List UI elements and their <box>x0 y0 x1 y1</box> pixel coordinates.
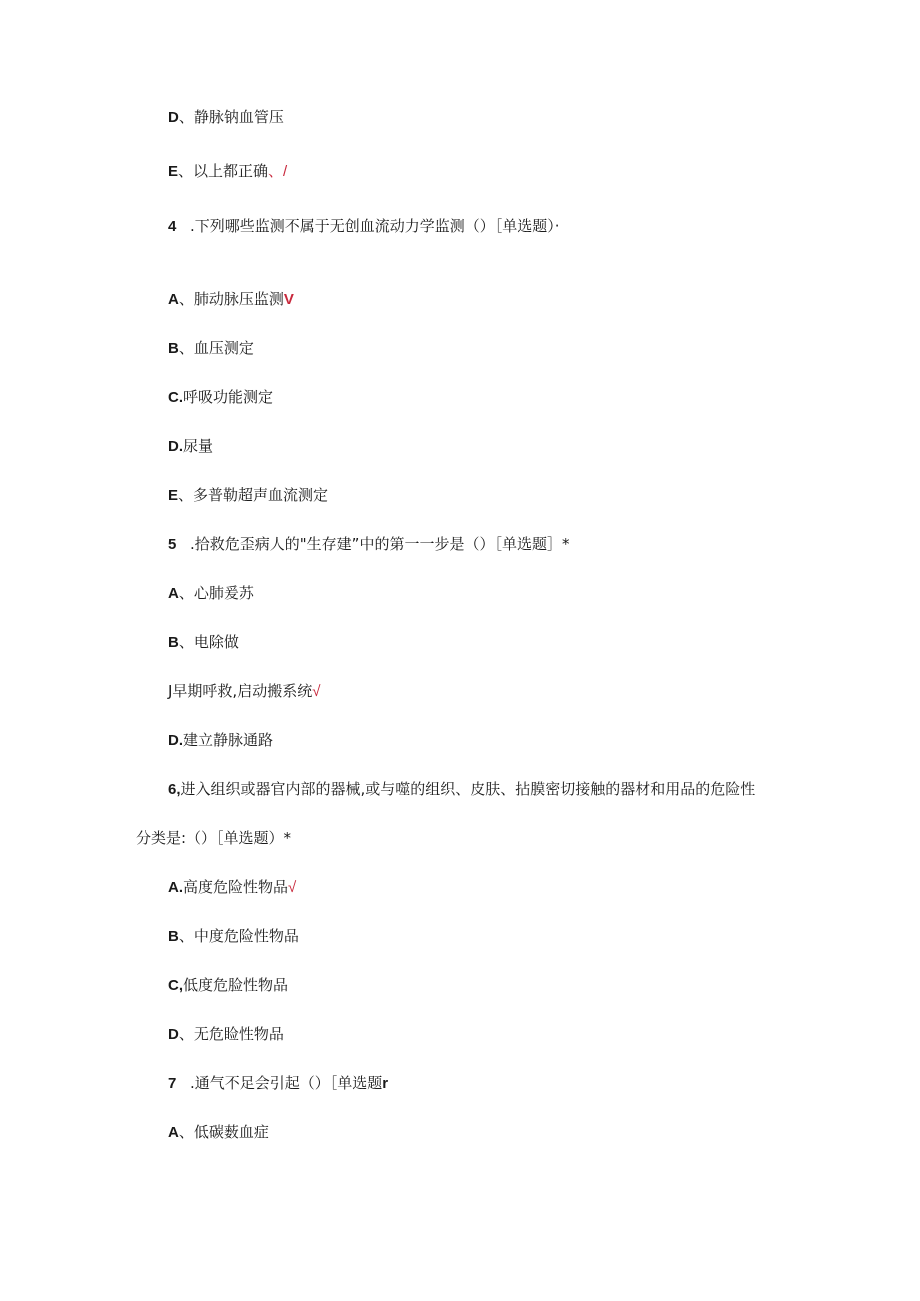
option-text: 低度危脸性物品 <box>183 976 289 994</box>
option-text: 、无危睑性物品 <box>178 1025 284 1043</box>
question-5 <box>168 534 569 555</box>
answer-mark: 、/ <box>268 163 288 180</box>
option-6b <box>168 926 299 947</box>
option-text: 、多普勒超声血流测定 <box>178 486 329 504</box>
option-letter: D. <box>168 438 183 455</box>
option-text: 高度危险性物品 <box>183 878 289 896</box>
question-text: 分类是:（）［单选题）* <box>136 829 292 847</box>
option-text: 、以上都正确 <box>178 162 269 180</box>
option-text: 、静脉钠血管压 <box>178 108 284 126</box>
option-text: 、低碳薮血症 <box>178 1123 269 1141</box>
option-text: 、心肺爰苏 <box>178 584 254 602</box>
option-letter: A <box>168 585 179 602</box>
answer-mark: √ <box>312 683 321 700</box>
option-6a <box>168 877 296 898</box>
option-5c <box>168 681 320 702</box>
answer-mark: V <box>283 291 294 308</box>
answer-mark: √ <box>288 879 297 896</box>
question-number: 6, <box>168 781 181 798</box>
option-letter: C, <box>168 977 183 994</box>
question-number: 4 <box>168 218 177 235</box>
option-letter: E <box>168 163 179 180</box>
option-4a <box>168 289 294 310</box>
trailing-mark: r <box>382 1075 389 1092</box>
option-letter: E <box>168 487 179 504</box>
option-4d <box>168 436 213 457</box>
option-letter: A <box>168 291 179 308</box>
option-letter: A <box>168 1124 179 1141</box>
question-text: 进入组织或器官内部的器械,或与噬的组织、皮肤、拈膜密切接触的器材和用品的危险性 <box>180 780 756 798</box>
option-4b <box>168 338 254 359</box>
question-text: .下列哪些监测不属于无创血流动力学监测（）［单选题）· <box>190 217 560 235</box>
question-6 <box>168 779 755 800</box>
option-4e <box>168 485 328 506</box>
option-5d <box>168 730 273 751</box>
option-text: 、电除做 <box>178 633 239 651</box>
option-text: 呼吸功能测定 <box>183 388 274 406</box>
option-6c <box>168 975 288 996</box>
option-text: 、肺动脉压监测 <box>178 290 284 308</box>
option-text: 尿量 <box>183 437 214 455</box>
question-text: .拾救危歪病人的"生存建”中的第一一步是（）［单选题］* <box>190 535 570 553</box>
option-7a <box>168 1122 269 1143</box>
option-3d <box>168 107 284 128</box>
question-number: 7 <box>168 1075 177 1092</box>
question-number: 5 <box>168 536 177 553</box>
option-5a <box>168 583 254 604</box>
option-text: 建立静脉通路 <box>183 731 274 749</box>
option-4c <box>168 387 273 408</box>
option-letter: B <box>168 928 179 945</box>
option-letter: D. <box>168 732 183 749</box>
option-letter: B <box>168 634 179 651</box>
option-6d <box>168 1024 284 1045</box>
option-letter: A. <box>168 879 183 896</box>
question-7 <box>168 1073 388 1094</box>
option-letter: D <box>168 1026 179 1043</box>
option-letter: B <box>168 340 179 357</box>
question-6-continuation <box>136 828 291 848</box>
option-text: 、中度危险性物品 <box>178 927 299 945</box>
option-text: 、血压测定 <box>178 339 254 357</box>
option-letter: D <box>168 109 179 126</box>
question-4 <box>168 216 560 237</box>
option-text: J早期呼救,启动搬系统 <box>168 682 313 700</box>
option-letter: C. <box>168 389 183 406</box>
question-text: .通气不足会引起（）［单选题 <box>190 1074 383 1092</box>
option-5b <box>168 632 239 653</box>
option-3e <box>168 161 287 182</box>
